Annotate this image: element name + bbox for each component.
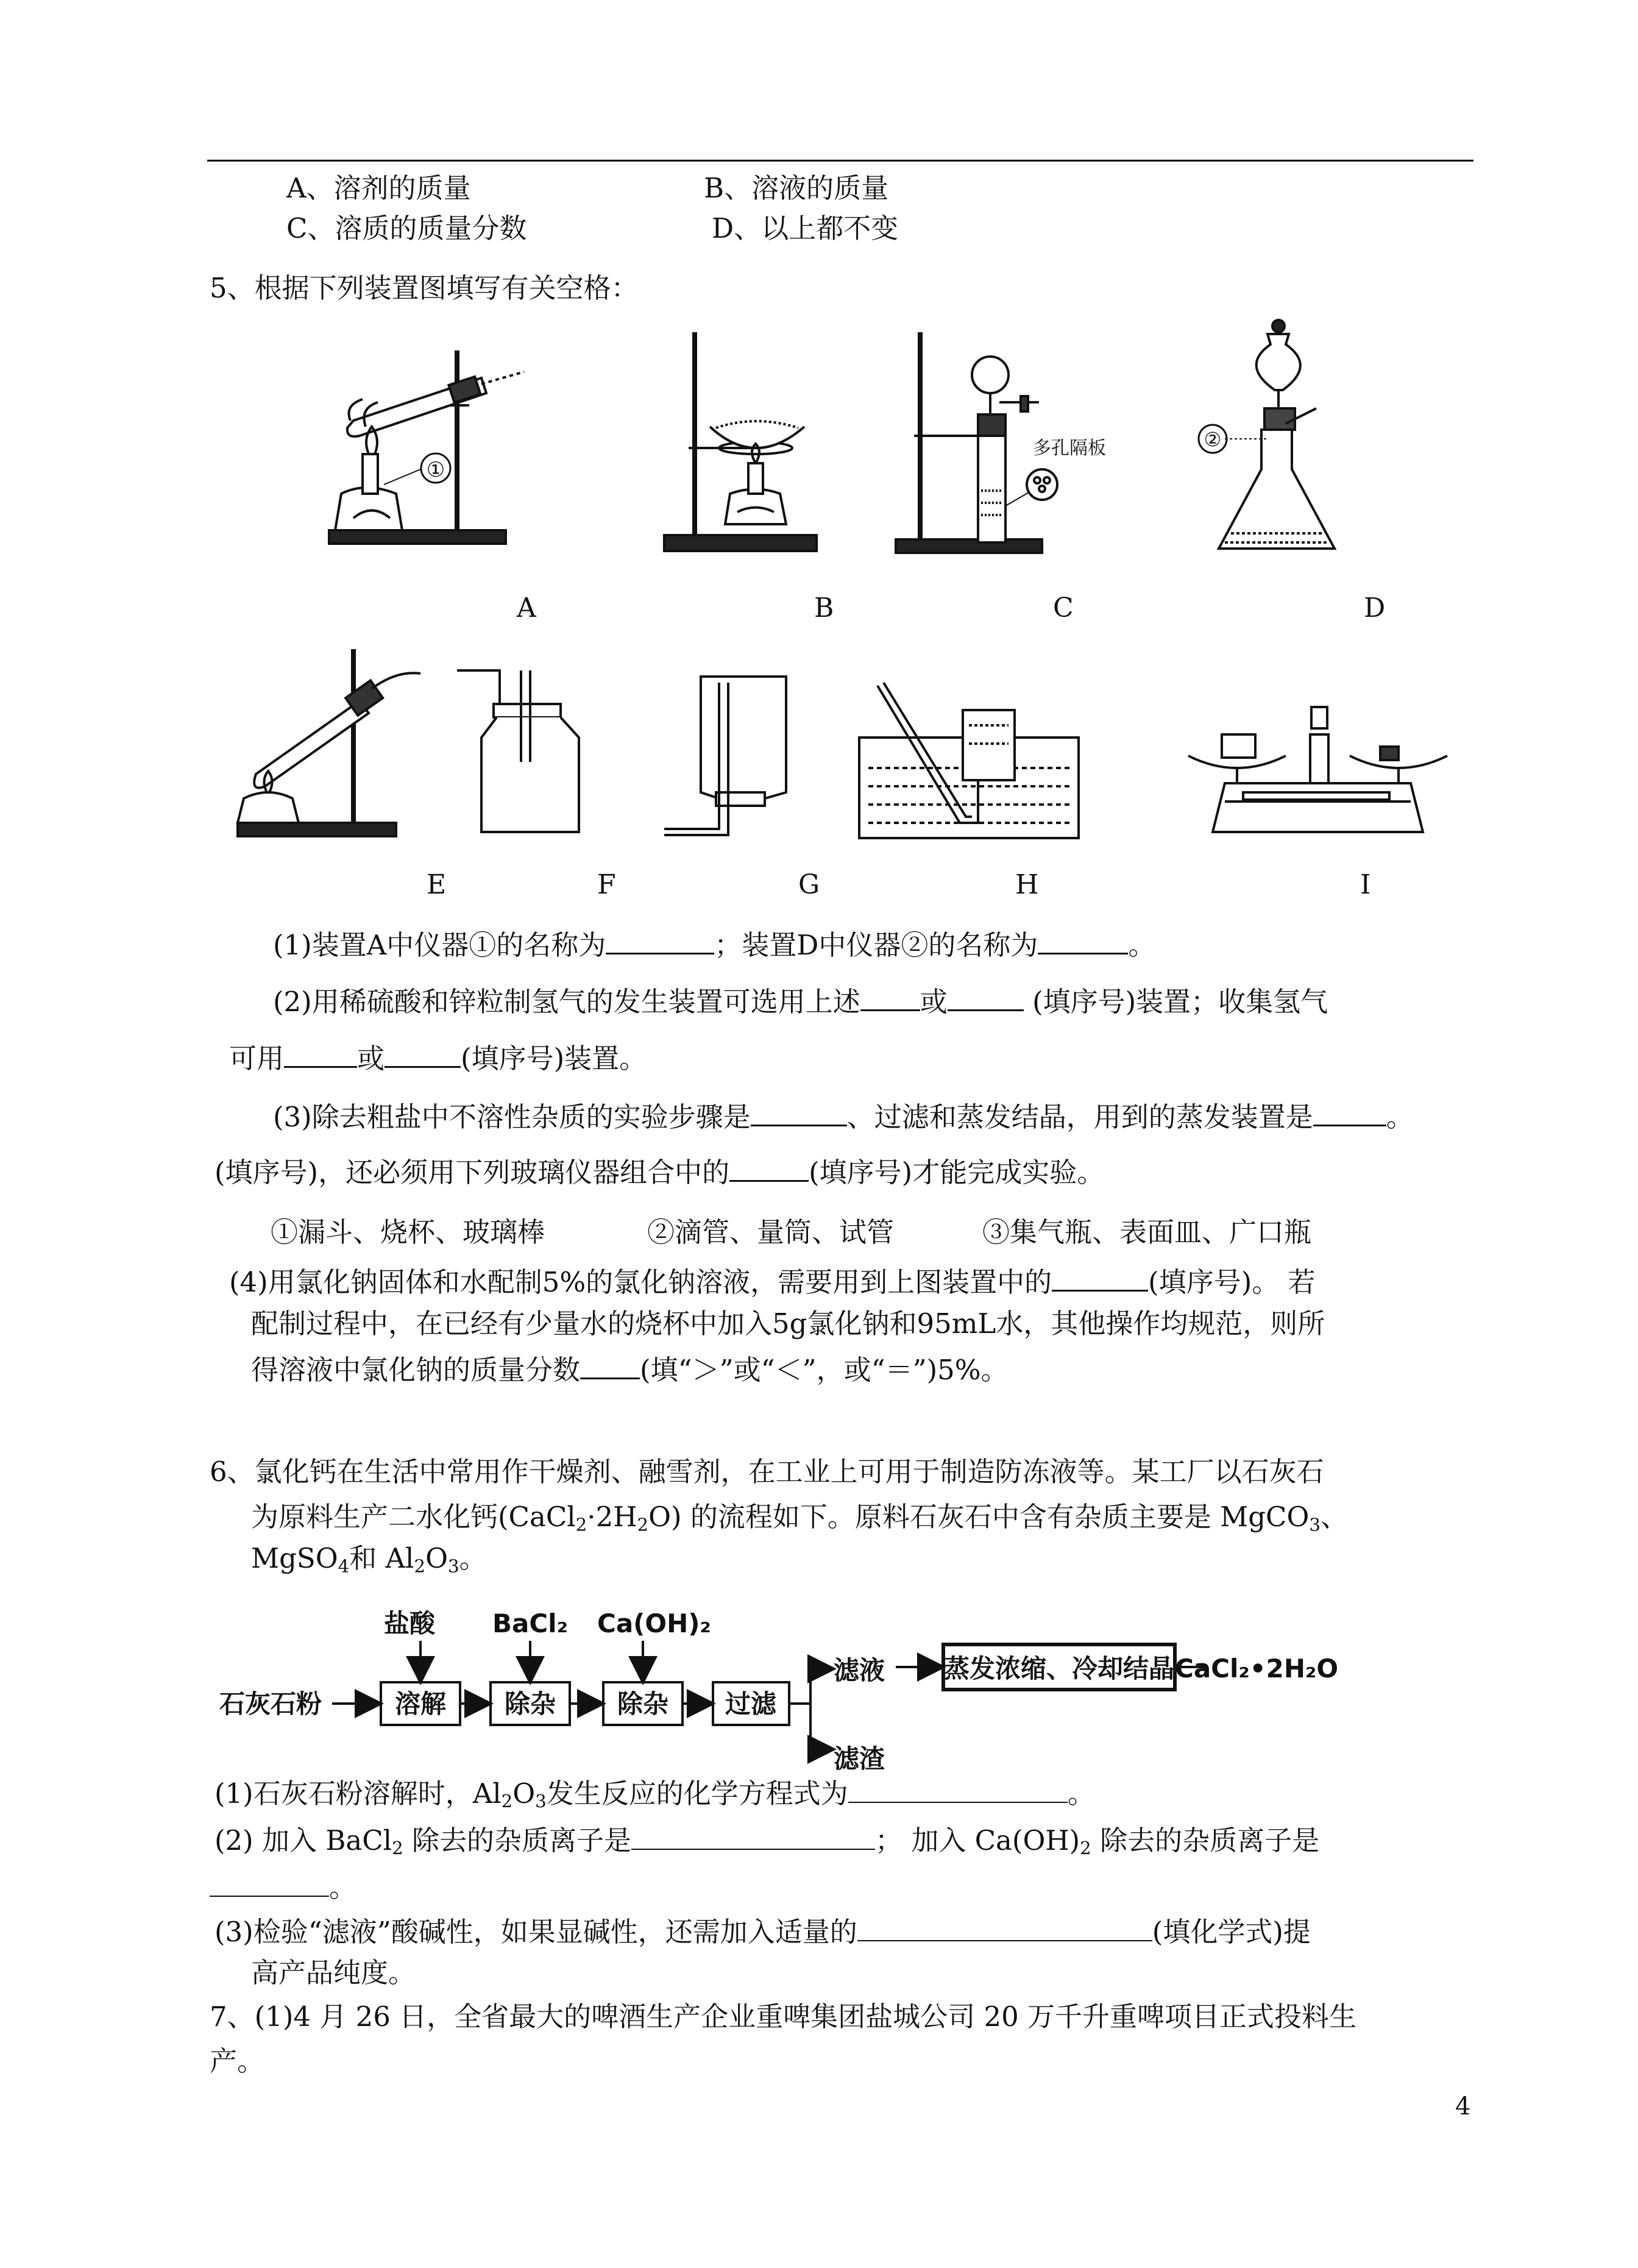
flow-reagent-hcl: 盐酸 (384, 1609, 436, 1638)
apparatus-e (232, 646, 414, 841)
label-d: D (1364, 592, 1386, 624)
callout-two: ② (1204, 428, 1222, 451)
q5-p3b: (填序号)，还必须用下列玻璃仪器组合中的 (填序号)才能完成实验。 (214, 1154, 1104, 1189)
apparatus-a (329, 347, 512, 555)
flow-filtrate: 滤液 (834, 1655, 885, 1685)
option-c: C、溶质的质量分数 (286, 212, 527, 244)
flow-start: 石灰石粉 (219, 1689, 322, 1719)
label-h: H (1015, 869, 1039, 900)
q7-line2: 产。 (210, 2045, 265, 2077)
blank-6[interactable] (385, 1040, 461, 1068)
apparatus-i (1170, 701, 1462, 841)
blank-15[interactable] (857, 1914, 1152, 1941)
flow-reagent-caoh2: Ca(OH)₂ (597, 1609, 711, 1638)
option-d: D、以上都不变 (712, 212, 899, 244)
flow-box5-label: 蒸发浓缩、冷却结晶 (943, 1654, 1175, 1683)
apparatus-b (664, 329, 823, 561)
q6-s3b: 高产品纯度。 (251, 1957, 416, 1989)
q5-p3-opt1: ①漏斗、烧杯、玻璃棒 (271, 1216, 545, 1248)
option-b: B、溶液的质量 (704, 172, 889, 204)
q6-line1: 6、氯化钙在生活中常用作干燥剂、融雪剂，在工业上可用于制造防冻液等。某工厂以石灰石 (210, 1456, 1324, 1488)
blank-3[interactable] (860, 983, 920, 1011)
blank-14[interactable] (210, 1869, 329, 1897)
q5-p3-opt2: ②滴管、量筒、试管 (647, 1216, 895, 1248)
blank-10[interactable] (1052, 1264, 1148, 1292)
flow-box2-label: 除杂 (504, 1689, 556, 1719)
blank-1[interactable] (606, 926, 714, 954)
flow-residue: 滤渣 (834, 1744, 885, 1774)
flow-box1-label: 溶解 (394, 1689, 447, 1719)
q5-p1: (1)装置A中仪器①的名称为 ；装置D中仪器②的名称为 。 (273, 926, 1155, 962)
flow-box3-label: 除杂 (617, 1689, 669, 1719)
option-a: A、溶剂的质量 (286, 172, 471, 204)
blank-13[interactable] (631, 1822, 875, 1850)
blank-11[interactable] (580, 1351, 640, 1379)
header-rule (207, 160, 1473, 162)
flow-box4-label: 过滤 (725, 1689, 777, 1719)
flow-product: CaCl₂•2H₂O (1175, 1654, 1339, 1683)
porous-plate-label: 多孔隔板 (1033, 438, 1106, 459)
q5-p4c: 得溶液中氯化钠的质量分数 (填“＞”或“＜”，或“＝”)5%。 (251, 1351, 1009, 1387)
q6-s1: (1)石灰石粉溶解时，$Al_2O_3$发生反应的化学方程式为 。 (214, 1776, 1095, 1812)
q5-p4: (4)用氯化钠固体和水配制5%的氯化钠溶液，需要用到上图装置中的 (填序号)。 若 (229, 1264, 1316, 1299)
q6-s2b: 。 (210, 1869, 356, 1904)
blank-7[interactable] (751, 1098, 847, 1126)
q6-s2: (2) 加入 BaCl$_2$ 除去的杂质离子是 ； 加入 $Ca(OH)_2$ 除去的杂质离子是 (214, 1822, 1319, 1859)
label-g: G (798, 869, 820, 900)
label-f: F (597, 869, 616, 900)
apparatus-c (878, 329, 1133, 561)
q6-line2: 为原料生产二水化钙$(CaCl_2\cdot 2H_2O)$ 的流程如下。原料石灰石中含有杂质主要是 MgCO$_3$、 (251, 1501, 1348, 1535)
label-b: B (814, 592, 834, 624)
q5-p2: (2)用稀硫酸和锌粒制氢气的发生装置可选用上述 或 (填序号)装置；收集氢气 (273, 983, 1328, 1018)
blank-9[interactable] (729, 1154, 809, 1182)
q6-s3: (3)检验“滤液”酸碱性，如果显碱性，还需加入适量的 (填化学式)提 (214, 1914, 1311, 1949)
flow-reagent-bacl2: BaCl₂ (492, 1609, 568, 1638)
q5-p3: (3)除去粗盐中不溶性杂质的实验步骤是 、过滤和蒸发结晶，用到的蒸发装置是 。 (273, 1098, 1414, 1134)
process-flowchart (207, 1603, 1450, 1774)
q5-p4b: 配制过程中，在已经有少量水的烧杯中加入5g氯化钠和95mL水，其他操作均规范，则所 (251, 1307, 1325, 1340)
blank-8[interactable] (1313, 1098, 1386, 1126)
blank-4[interactable] (948, 983, 1024, 1011)
label-i: I (1360, 869, 1371, 900)
blank-5[interactable] (284, 1040, 357, 1068)
q5-p2b: 可用 或 (填序号)装置。 (229, 1040, 647, 1075)
q5-p3-opt3: ③集气瓶、表面皿、广口瓶 (982, 1216, 1312, 1248)
blank-12[interactable] (848, 1776, 1068, 1803)
page-number: 4 (1455, 2092, 1471, 2120)
q5-stem: 5、根据下列装置图填写有关空格： (210, 272, 639, 304)
label-a: A (517, 592, 536, 624)
q6-line3: MgSO$_4$和 $Al_2O_3$。 (251, 1542, 487, 1577)
apparatus-h (853, 677, 1085, 841)
apparatus-f (451, 664, 591, 841)
callout-one: ① (426, 458, 445, 482)
label-e: E (427, 869, 447, 900)
q7-line1: 7、(1)4 月 26 日，全省最大的啤酒生产企业重啤集团盐城公司 20 万千升重啤项目正式投料生 (210, 2000, 1357, 2033)
apparatus-d (1194, 317, 1341, 561)
blank-2[interactable] (1038, 926, 1128, 954)
apparatus-g (652, 670, 792, 841)
label-c: C (1053, 592, 1074, 624)
